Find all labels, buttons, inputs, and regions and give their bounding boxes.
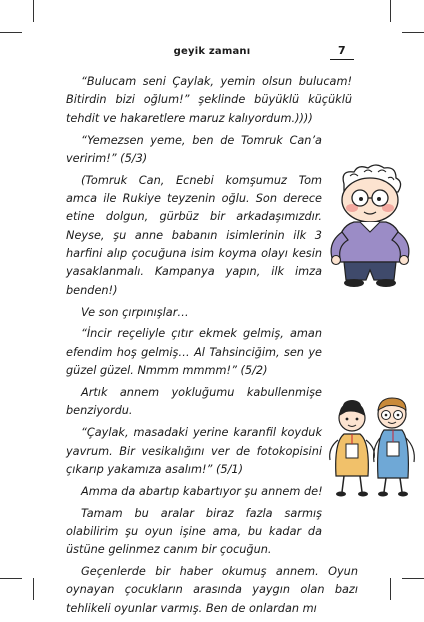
- page-number-rule: [330, 59, 354, 60]
- crop-mark: [390, 578, 391, 600]
- running-head: geyik zamanı: [173, 46, 251, 57]
- paragraph: “Bulucam seni Çaylak, yemin olsun bulucam! Bitirdin bizi oğlum!” şeklinde büyüklü küçüklü tehdit ve hakaretlere maruz kalıyordum.)))): [66, 75, 352, 125]
- body-text: [66, 73, 358, 622]
- crop-mark: [0, 32, 22, 33]
- paragraph: Ve son çırpınışlar…: [81, 305, 189, 319]
- paragraph: Tamam bu aralar biraz fazla sarmış olabilirim şu oyun işine ama, bu kadar da üstüne gelinmez canım bir çocuğun.: [66, 506, 322, 557]
- two-kids-illustration: [326, 392, 420, 500]
- paragraph: Artık annem yokluğumu kabullenmişe benziyordu.: [66, 386, 322, 418]
- paragraph: Geçenlerde bir haber okumuş annem. Oyun oynayan çocukların arasında yaygın olan bazı tehlikeli oyunlar varmış. Ben de onlardan mı: [66, 565, 358, 615]
- crop-mark: [33, 0, 34, 22]
- crop-mark: [33, 578, 34, 600]
- paragraph: “Çaylak, masadaki yerine karanfil koyduk yavrum. Bir vesikalığını ver de fotokopisini çıkarıp yakamıza asalım!” (5/1): [66, 426, 322, 476]
- crop-mark: [390, 0, 391, 22]
- page-number: 7: [338, 44, 346, 57]
- paragraph: “İncir reçeliyle çıtır ekmek gelmiş, aman efendim hoş gelmiş… Al Tahsinciğim, sen ye güzel güzel. Nmmm mmmm!” (5/2): [66, 327, 322, 378]
- chubby-boy-illustration: [324, 162, 416, 290]
- crop-mark: [402, 578, 424, 579]
- crop-mark: [0, 578, 22, 579]
- crop-mark: [402, 32, 424, 33]
- paragraph: (Tomruk Can, Ecnebi komşumuz Tom amca ile Rukiye teyzenin oğlu. Son derece etine dolgun, gürbüz bir arkadaşımızdır. Neyse, şu anne babanın isimlerinin ilk 3 harfini alıp çocuğuna isim koyma olayı kesin yasaklanmalı. Kampanya yapın, ilk imza benden!): [66, 173, 322, 297]
- paragraph: “Yemezsen yeme, ben de Tomruk Can’a veririm!” (5/3): [66, 133, 322, 165]
- paragraph: Amma da abartıp kabartıyor şu annem de!: [81, 484, 323, 498]
